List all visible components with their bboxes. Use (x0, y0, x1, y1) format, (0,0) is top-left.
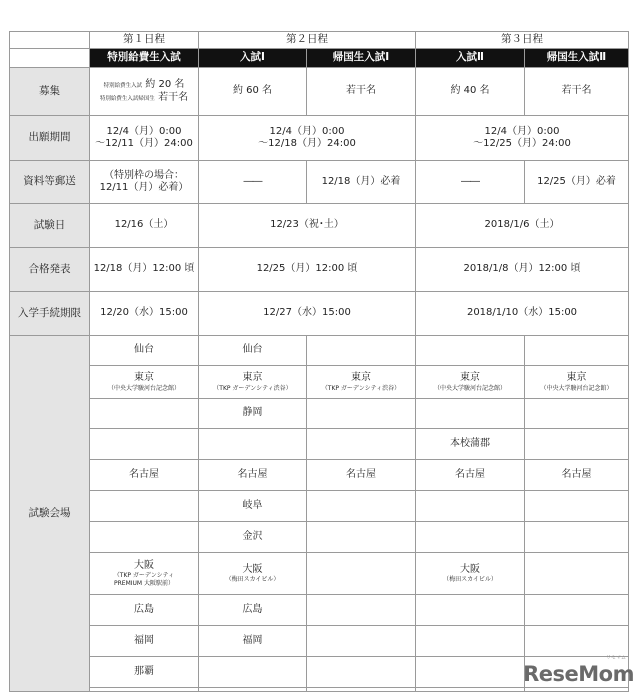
venue-empty (307, 336, 416, 366)
venue-tokyo-day1 (90, 366, 199, 399)
header-corner-2 (10, 49, 90, 68)
venue-empty (525, 336, 629, 366)
shutsugan-day2-end: ～12/18（月）24:00 (258, 138, 356, 149)
gokaku-day2: 12/25（月）12:00 頃 (199, 248, 416, 292)
venue-sendai-day2: 仙台 (199, 336, 307, 366)
shutsugan-day1 (90, 116, 199, 161)
venue-osaka-name: 大阪 (242, 563, 263, 575)
shutsugan-day2 (199, 116, 416, 161)
header-type-nyushi1: 入試Ⅰ (199, 49, 307, 68)
venue-tokyo-name: 東京 (351, 372, 371, 383)
venue-empty (90, 429, 199, 460)
row-label-boshu: 募集 (10, 68, 90, 116)
venue-hiroshima-day1: 広島 (90, 595, 199, 626)
venue-osaka-day3 (416, 553, 525, 595)
shutsugan-day1-start: 12/4（月）0:00 (106, 125, 182, 137)
venue-empty (416, 595, 525, 626)
boshu-kikoku1: 若干名 (307, 68, 416, 116)
venue-empty (199, 429, 307, 460)
boshu-kikoku2: 若干名 (525, 68, 629, 116)
boshu-value-1: 約 20 名 (145, 79, 185, 90)
venue-empty (525, 522, 629, 553)
venue-fukuoka-day2: 福岡 (199, 626, 307, 657)
row-label-tetsuzuki: 入学手続期限 (10, 292, 90, 336)
venue-tokyo-detail: （中央大学駿河台記念館） (540, 384, 613, 392)
venue-gifu-day2: 岐阜 (199, 491, 307, 522)
header-day2: 第２日程 (199, 32, 416, 49)
venue-empty (525, 491, 629, 522)
venue-empty (307, 626, 416, 657)
resemom-logo: ReseMom (523, 662, 634, 686)
shutsugan-day3 (416, 116, 629, 161)
venue-empty (416, 688, 525, 692)
header-corner (10, 32, 90, 49)
venue-fukuoka-day1: 福岡 (90, 626, 199, 657)
venue-empty (525, 595, 629, 626)
venue-empty (307, 553, 416, 595)
venue-empty (199, 657, 307, 688)
venue-tokyo-detail: （TKP ガーデンシティ渋谷） (321, 384, 401, 392)
venue-tokyo-kikoku2 (525, 366, 629, 399)
venue-empty (307, 595, 416, 626)
venue-tokyo-name: 東京 (566, 372, 587, 383)
shiryo-nyushi1: ―― (199, 161, 307, 204)
venue-empty (90, 688, 199, 692)
logo-subtitle: リセマム (606, 655, 626, 661)
venue-tokyo-name: 東京 (460, 372, 480, 383)
boshu-nyushi1: 約 60 名 (199, 68, 307, 116)
venue-osaka-day1 (90, 553, 199, 595)
venue-osaka-detail-2: PREMIUM 大阪駅前） (113, 579, 174, 587)
venue-empty (90, 399, 199, 429)
gokaku-day1: 12/18（月）12:00 頃 (90, 248, 199, 292)
venue-osaka-detail: （梅田スカイビル） (225, 576, 280, 583)
shiken-day2: 12/23（祝･土） (199, 204, 416, 248)
venue-kanazawa-day2: 金沢 (199, 522, 307, 553)
venue-empty (307, 657, 416, 688)
venue-empty (307, 522, 416, 553)
venue-osaka-detail-1: （TKP ガーデンシティ (113, 572, 175, 580)
venue-empty (199, 688, 307, 692)
header-day1: 第１日程 (90, 32, 199, 49)
venue-empty (525, 429, 629, 460)
header-type-kikoku2: 帰国生入試Ⅱ (525, 49, 629, 68)
shutsugan-day2-start: 12/4（月）0:00 (269, 125, 345, 137)
row-label-shiryo: 資料等郵送 (10, 161, 90, 204)
gokaku-day3: 2018/1/8（月）12:00 頃 (416, 248, 629, 292)
venue-osaka-name: 大阪 (460, 563, 480, 575)
row-label-gokaku: 合格発表 (10, 248, 90, 292)
exam-schedule-table (9, 31, 629, 692)
boshu-day1 (90, 68, 199, 116)
venue-nagoya-nyushi1: 名古屋 (199, 460, 307, 491)
venue-empty (525, 553, 629, 595)
venue-empty (307, 491, 416, 522)
venue-empty (307, 688, 416, 692)
venue-empty (416, 626, 525, 657)
shutsugan-day3-end: ～12/25（月）24:00 (473, 138, 571, 149)
venue-empty (307, 399, 416, 429)
tetsuzuki-day3: 2018/1/10（水）15:00 (416, 292, 629, 336)
row-label-shiken: 試験日 (10, 204, 90, 248)
row-label-shutsugan: 出願期間 (10, 116, 90, 161)
venue-osaka-name: 大阪 (134, 559, 154, 571)
venue-tokyo-name: 東京 (134, 372, 154, 383)
shiken-day3: 2018/1/6（土） (416, 204, 629, 248)
venue-sendai-day1: 仙台 (90, 336, 199, 366)
venue-empty (416, 522, 525, 553)
venue-nagoya-day1: 名古屋 (90, 460, 199, 491)
shiryo-kikoku1: 12/18（月）必着 (307, 161, 416, 204)
row-label-kaijo: 試験会場 (10, 336, 90, 692)
shutsugan-day1-end: ～12/11（月）24:00 (95, 138, 193, 149)
boshu-value-2: 若干名 (158, 91, 189, 103)
boshu-nyushi2: 約 40 名 (416, 68, 525, 116)
venue-empty (525, 626, 629, 657)
shiken-day1: 12/16（土） (90, 204, 199, 248)
venue-tokyo-detail: （TKP ガーデンシティ渋谷） (213, 384, 292, 392)
header-type-kikoku1: 帰国生入試Ⅰ (307, 49, 416, 68)
tetsuzuki-day2: 12/27（水）15:00 (199, 292, 416, 336)
venue-shizuoka-day2: 静岡 (199, 399, 307, 429)
shiryo-day1 (90, 161, 199, 204)
venue-nagoya-nyushi2: 名古屋 (416, 460, 525, 491)
shiryo-nyushi2: ―― (416, 161, 525, 204)
venue-empty (525, 688, 629, 692)
venue-tokyo-detail: （中央大学駿河台記念館） (107, 384, 180, 392)
venue-honko-day3: 本校蒲郡 (416, 429, 525, 460)
venue-naha-day1: 那覇 (90, 657, 199, 688)
venue-tokyo-nyushi1 (199, 366, 307, 399)
shiryo-kikoku2: 12/25（月）必着 (525, 161, 629, 204)
venue-tokyo-kikoku1 (307, 366, 416, 399)
venue-osaka-day2 (199, 553, 307, 595)
venue-nagoya-kikoku2: 名古屋 (525, 460, 629, 491)
venue-empty (90, 491, 199, 522)
header-type-nyushi2: 入試Ⅱ (416, 49, 525, 68)
shiryo-day1-line2: 12/11（月）必着） (99, 182, 189, 193)
venue-tokyo-name: 東京 (242, 372, 263, 383)
venue-empty (416, 491, 525, 522)
venue-empty (416, 336, 525, 366)
venue-empty (416, 399, 525, 429)
header-day3: 第３日程 (416, 32, 629, 49)
shiryo-day1-line1: （特別枠の場合： (104, 169, 184, 181)
header-type-tokubetsu: 特別給費生入試 (90, 49, 199, 68)
venue-empty (416, 657, 525, 688)
venue-osaka-detail: （梅田スカイビル） (443, 576, 497, 583)
venue-empty (525, 399, 629, 429)
shutsugan-day3-start: 12/4（月）0:00 (484, 125, 560, 137)
venue-tokyo-detail: （中央大学駿河台記念館） (433, 384, 506, 392)
boshu-small-1: 特別給費生入試 (103, 83, 143, 89)
venue-empty (307, 429, 416, 460)
venue-empty (90, 522, 199, 553)
venue-nagoya-kikoku1: 名古屋 (307, 460, 416, 491)
venue-hiroshima-day2: 広島 (199, 595, 307, 626)
venue-tokyo-nyushi2 (416, 366, 525, 399)
boshu-small-2: 特別給費生入試帰国生 (99, 95, 155, 102)
tetsuzuki-day1: 12/20（水）15:00 (90, 292, 199, 336)
